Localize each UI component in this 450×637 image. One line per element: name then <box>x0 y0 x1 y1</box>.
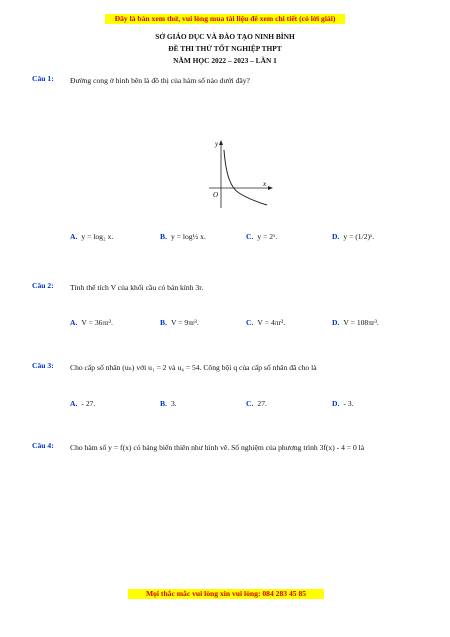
option-letter: D. <box>332 318 340 327</box>
option-text: V = 4πr³. <box>257 318 286 327</box>
option-letter: D. <box>332 399 340 408</box>
option-text: - 3. <box>343 399 354 408</box>
option-text: V = 108πr³. <box>343 318 379 327</box>
option-letter: B. <box>160 318 167 327</box>
q3-option-d[interactable] <box>332 399 354 408</box>
question-3-label: Câu 3: <box>32 361 54 370</box>
option-letter: A. <box>70 232 78 241</box>
q2-option-b[interactable] <box>160 318 199 327</box>
option-text: y = log½ x. <box>170 232 206 241</box>
graph-origin-label: O <box>213 191 219 199</box>
graph-x-arrow <box>268 186 273 190</box>
q2-option-a[interactable] <box>70 318 113 327</box>
header-school-year: NĂM HỌC 2022 – 2023 – LẦN 1 <box>173 56 277 65</box>
graph-y-label: y <box>215 140 219 148</box>
q1-option-a[interactable] <box>70 232 113 241</box>
option-letter: A. <box>70 318 78 327</box>
q1-option-d[interactable] <box>332 232 374 241</box>
q3-option-a[interactable] <box>70 399 95 408</box>
question-4-text: Cho hàm số y = f(x) có bảng biến thiên như hình vẽ. Số nghiệm của phương trình 3f(x) - 4 = 0 là <box>70 443 365 452</box>
header-exam-title: ĐỀ THI THỬ TỐT NGHIỆP THPT <box>168 44 282 53</box>
question-2-text: Tính thể tích V của khối cầu có bán kính 3r. <box>70 283 204 292</box>
option-letter: C. <box>246 232 254 241</box>
q2-option-c[interactable] <box>246 318 285 327</box>
question-1-text: Đường cong ở hình bên là đồ thị của hàm số nào dưới đây? <box>70 76 250 85</box>
q1-option-c[interactable] <box>246 232 277 241</box>
option-text: y = 2ˣ. <box>257 232 278 241</box>
q1-option-b[interactable] <box>160 232 206 241</box>
q2-option-d[interactable] <box>332 318 379 327</box>
graph-curve <box>224 150 267 205</box>
graph-x-label: x <box>263 180 267 188</box>
q3-option-c[interactable] <box>246 399 267 408</box>
question-1-graph <box>205 138 275 210</box>
option-letter: D. <box>332 232 340 241</box>
option-text: y = (1/2)ˣ. <box>343 232 375 241</box>
question-1-label: Câu 1: <box>32 74 54 83</box>
option-letter: A. <box>70 399 78 408</box>
option-text: - 27. <box>81 399 96 408</box>
question-3-text: Cho cấp số nhân (uₙ) với u₁ = 2 và u₄ = 54. Công bội q của cấp số nhân đã cho là <box>70 363 317 372</box>
option-text: V = 9πr³. <box>170 318 199 327</box>
header-department: SỞ GIÁO DỤC VÀ ĐÀO TẠO NINH BÌNH <box>155 32 295 41</box>
option-text: 27. <box>257 399 267 408</box>
option-text: y = log₂ x. <box>81 232 114 241</box>
option-text: V = 36πr³. <box>81 318 113 327</box>
option-letter: C. <box>246 318 254 327</box>
q3-option-b[interactable] <box>160 399 177 408</box>
option-letter: C. <box>246 399 254 408</box>
option-letter: B. <box>160 399 167 408</box>
option-text: 3. <box>170 399 177 408</box>
graph-y-arrow <box>219 140 223 145</box>
option-letter: B. <box>160 232 167 241</box>
contact-banner: Mọi thắc mắc vui lòng xin vui lòng: 084 283 45 85 <box>128 589 324 599</box>
question-2-label: Câu 2: <box>32 281 54 290</box>
preview-banner: Đây là bản xem thử, vui lòng mua tài liệu để xem chi tiết (có lời giải) <box>105 14 345 24</box>
question-4-label: Câu 4: <box>32 441 54 450</box>
